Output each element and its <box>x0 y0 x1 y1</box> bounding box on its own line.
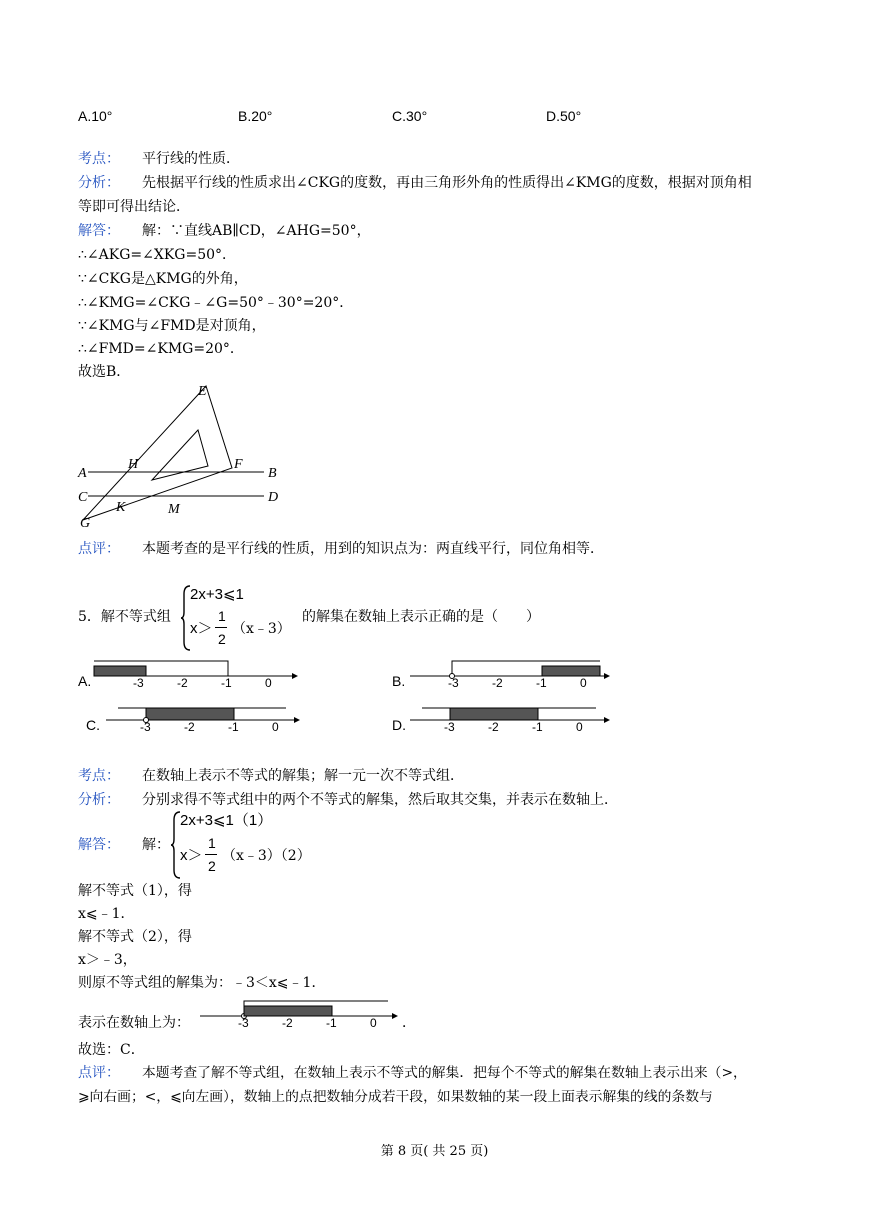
point-k-label: K <box>116 500 126 515</box>
system-eq-2-right: （x﹣3）（2） <box>222 848 311 864</box>
tick-label: 0 <box>265 676 272 690</box>
represent-label: 表示在数轴上为： <box>78 1015 190 1031</box>
q5-dianping-text-1: 本题考查了解不等式组，在数轴上表示不等式的解集．把每个不等式的解集在数轴上表示出来（>， <box>142 1065 747 1081</box>
tick-label: -3 <box>238 1016 249 1030</box>
step-line: x＞﹣3， <box>78 952 137 968</box>
number-line-c <box>104 700 304 736</box>
q5-jieda-label: 解答： <box>78 837 120 853</box>
dianping-label: 点评： <box>78 541 120 557</box>
system-frac-num: 1 <box>208 835 216 851</box>
question-5-number: 5．解不等式组 <box>78 609 171 625</box>
q5-fenxi-label: 分析： <box>78 792 120 808</box>
inequality-2-left: x＞ <box>190 620 213 637</box>
system-eq-2-left: x＞ <box>180 847 203 864</box>
q5-kaodian-text: 在数轴上表示不等式的解集；解一元一次不等式组． <box>142 768 464 784</box>
q5-dianping-text-2: ⩾向右画；<，⩽向左画），数轴上的点把数轴分成若干段，如果数轴的某一段上面表示解集的线的条数与 <box>78 1089 713 1105</box>
q5-fenxi-text: 分别求得不等式组中的两个不等式的解集，然后取其交集，并表示在数轴上． <box>142 792 618 808</box>
solution-line: ∴∠AKG=∠XKG=50°． <box>78 247 237 263</box>
fraction-denominator: 2 <box>218 631 226 647</box>
q5-jieda-prefix: 解： <box>142 837 170 853</box>
tick-label: -1 <box>532 720 543 734</box>
jieda-label: 解答： <box>78 223 120 239</box>
step-line: 则原不等式组的解集为：﹣3＜x⩽﹣1． <box>78 975 326 991</box>
tick-label: -3 <box>444 720 455 734</box>
point-g-label: G <box>80 516 91 530</box>
point-m-label: M <box>168 502 180 517</box>
kaodian-text: 平行线的性质． <box>142 151 240 167</box>
tick-label: -2 <box>492 676 503 690</box>
point-b-label: B <box>268 466 277 481</box>
step-line: x⩽﹣1． <box>78 906 135 922</box>
jieda-text-1: 解：∵直线AB∥CD，∠AHG=50°， <box>142 223 371 239</box>
answer-line: 故选B． <box>78 364 131 380</box>
option-a-letter: A. <box>78 673 92 689</box>
system-frac-bar <box>205 854 217 855</box>
tick-label: -3 <box>133 676 144 690</box>
q5-kaodian-label: 考点： <box>78 768 120 784</box>
page-footer: 第 8 页( 共 25 页) <box>380 1144 489 1159</box>
tick-label: 0 <box>580 676 587 690</box>
option-a: A.10° <box>78 108 113 124</box>
fraction-numerator: 1 <box>218 608 226 624</box>
tick-label: -1 <box>228 720 239 734</box>
system-eq-1: 2x+3⩽1（1） <box>180 812 273 829</box>
q5-answer: 故选：C． <box>78 1042 145 1058</box>
number-line-b <box>408 656 612 692</box>
tick-label: -3 <box>448 676 459 690</box>
fenxi-label: 分析： <box>78 175 120 191</box>
option-c: C.30° <box>392 108 428 124</box>
option-b: B.20° <box>238 108 273 124</box>
option-c-letter: C. <box>86 717 100 733</box>
tick-label: 0 <box>576 720 583 734</box>
tick-label: -1 <box>221 676 232 690</box>
step-line: 解不等式（1），得 <box>78 883 192 899</box>
solution-number-line <box>198 996 402 1032</box>
number-line-d <box>408 700 612 736</box>
question-5-text: 的解集在数轴上表示正确的是（ ） <box>302 609 540 625</box>
solution-line: ∴∠KMG=∠CKG﹣∠G=50°﹣30°=20°． <box>78 295 354 311</box>
fenxi-text-1: 先根据平行线的性质求出∠CKG的度数，再由三角形外角的性质得出∠KMG的度数，根据对顶角相 <box>142 175 752 191</box>
system-frac-den: 2 <box>208 858 216 874</box>
point-h-label: H <box>128 457 139 472</box>
number-line-a <box>88 656 300 692</box>
tick-label: 0 <box>370 1016 377 1030</box>
q5-dianping-label: 点评： <box>78 1065 120 1081</box>
option-d: D.50° <box>546 108 582 124</box>
solution-line: ∵∠CKG是△KMG的外角， <box>78 271 248 287</box>
kaodian-label: 考点： <box>78 151 120 167</box>
tick-label: -2 <box>488 720 499 734</box>
inequality-2-right: （x﹣3） <box>232 621 291 637</box>
solution-line: ∴∠FMD=∠KMG=20°． <box>78 341 244 357</box>
point-e-label: E <box>198 384 207 399</box>
inequality-1: 2x+3⩽1 <box>190 586 244 603</box>
tick-label: -2 <box>184 720 195 734</box>
fenxi-text-2: 等即可得出结论． <box>78 199 190 215</box>
solution-line: ∵∠KMG与∠FMD是对顶角， <box>78 318 266 334</box>
point-f-label: F <box>234 457 243 472</box>
dianping-text: 本题考查的是平行线的性质，用到的知识点为：两直线平行，同位角相等． <box>142 541 604 557</box>
tick-label: -1 <box>326 1016 337 1030</box>
point-a-label: A <box>78 466 87 481</box>
tick-label: 0 <box>272 720 279 734</box>
option-d-letter: D. <box>392 717 406 733</box>
fraction-bar <box>215 627 227 628</box>
option-b-letter: B. <box>392 673 406 689</box>
point-c-label: C <box>78 490 88 505</box>
represent-end: ． <box>402 1015 416 1031</box>
point-d-label: D <box>268 490 279 505</box>
tick-label: -2 <box>282 1016 293 1030</box>
step-line: 解不等式（2），得 <box>78 929 192 945</box>
tick-label: -2 <box>177 676 188 690</box>
tick-label: -1 <box>536 676 547 690</box>
geometry-figure <box>74 380 294 530</box>
tick-label: -3 <box>140 720 151 734</box>
